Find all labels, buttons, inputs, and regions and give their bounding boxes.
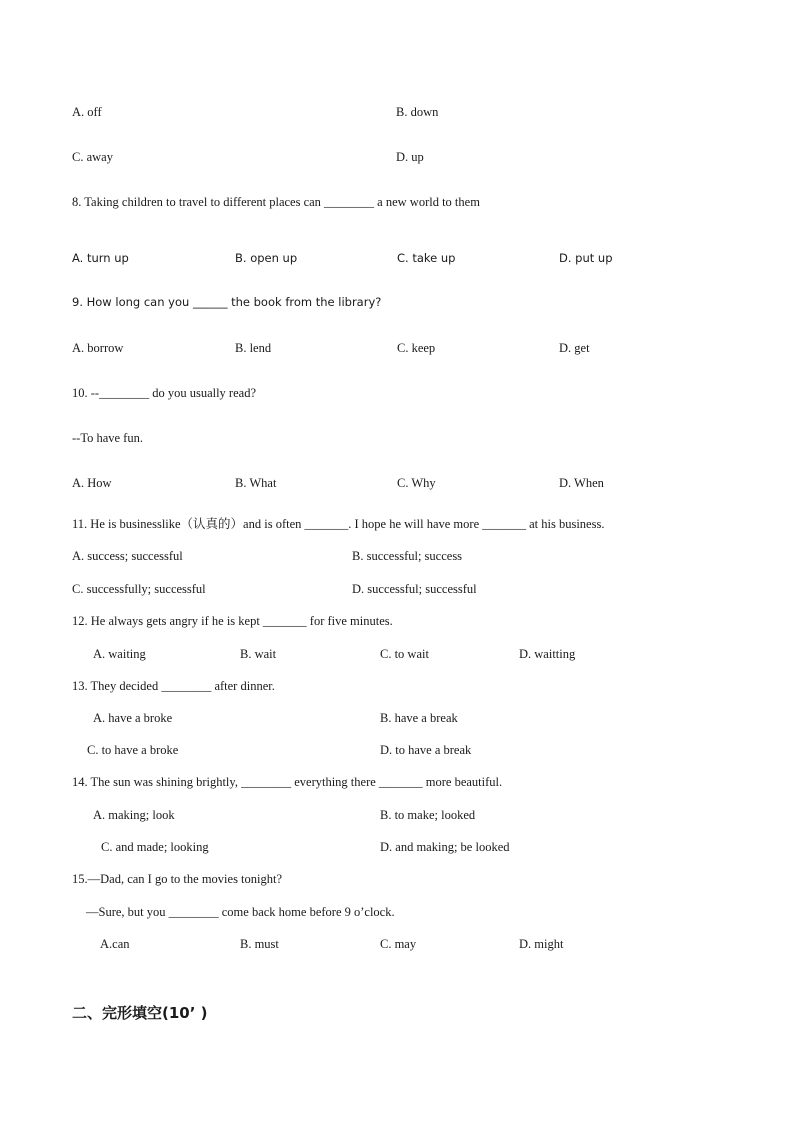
q13-stem: 13. They decided ________ after dinner. [72, 679, 275, 693]
q11-stem: 11. He is businesslike（认真的）and is often _______. I hope he will have more _______ at his business. [72, 517, 605, 531]
q9-option-c: C. keep [397, 341, 436, 355]
q15-option-d: D. might [519, 937, 564, 951]
q14-option-d: D. and making; be looked [380, 840, 510, 854]
q14-option-c: C. and made; looking [101, 840, 209, 854]
q15-option-a: A.can [100, 937, 130, 951]
q14-stem: 14. The sun was shining brightly, ________ everything there _______ more beautiful. [72, 775, 503, 789]
q8-stem: 8. Taking children to travel to different places can ________ a new world to them [72, 195, 480, 209]
q10-option-c: C. Why [397, 476, 436, 490]
q10-stem: 10. --________ do you usually read? [72, 386, 256, 400]
q14-option-a: A. making; look [93, 808, 175, 822]
q9-option-b: B. lend [235, 341, 272, 355]
q10-option-b: B. What [235, 476, 277, 490]
q8-option-c: C. take up [397, 251, 456, 265]
q15-stem: 15.—Dad, can I go to the movies tonight? [72, 872, 283, 886]
q8-option-d: D. put up [559, 251, 613, 265]
q15-option-b: B. must [240, 937, 279, 951]
q10-option-a: A. How [72, 476, 112, 490]
q12-option-b: B. wait [240, 647, 277, 661]
q8-option-a: A. turn up [72, 251, 129, 265]
q7-option-a: A. off [72, 105, 102, 119]
q15-reply: —Sure, but you ________ come back home before 9 o’clock. [86, 905, 395, 919]
q7-option-c: C. away [72, 150, 113, 164]
q13-option-d: D. to have a break [380, 743, 472, 757]
q13-option-c: C. to have a broke [87, 743, 179, 757]
q7-option-d: D. up [396, 150, 424, 164]
q8-option-b: B. open up [235, 251, 298, 265]
q10-option-d: D. When [559, 476, 604, 490]
q11-option-a: A. success; successful [72, 549, 183, 563]
q9-stem: 9. How long can you ______ the book from the library? [72, 295, 382, 309]
q9-option-a: A. borrow [72, 341, 124, 355]
q12-stem: 12. He always gets angry if he is kept _______ for five minutes. [72, 614, 393, 628]
q7-option-b: B. down [396, 105, 439, 119]
q12-option-a: A. waiting [93, 647, 146, 661]
q9-option-d: D. get [559, 341, 590, 355]
q13-option-a: A. have a broke [93, 711, 173, 725]
q12-option-c: C. to wait [380, 647, 429, 661]
q11-option-b: B. successful; success [352, 549, 463, 563]
q14-option-b: B. to make; looked [380, 808, 476, 822]
q11-option-c: C. successfully; successful [72, 582, 206, 596]
q10-reply: --To have fun. [72, 431, 143, 445]
q15-option-c: C. may [380, 937, 417, 951]
q12-option-d: D. waitting [519, 647, 576, 661]
q11-option-d: D. successful; successful [352, 582, 477, 596]
section-title-cloze: 二、完形填空(10’ ) [72, 1004, 208, 1022]
q13-option-b: B. have a break [380, 711, 458, 725]
